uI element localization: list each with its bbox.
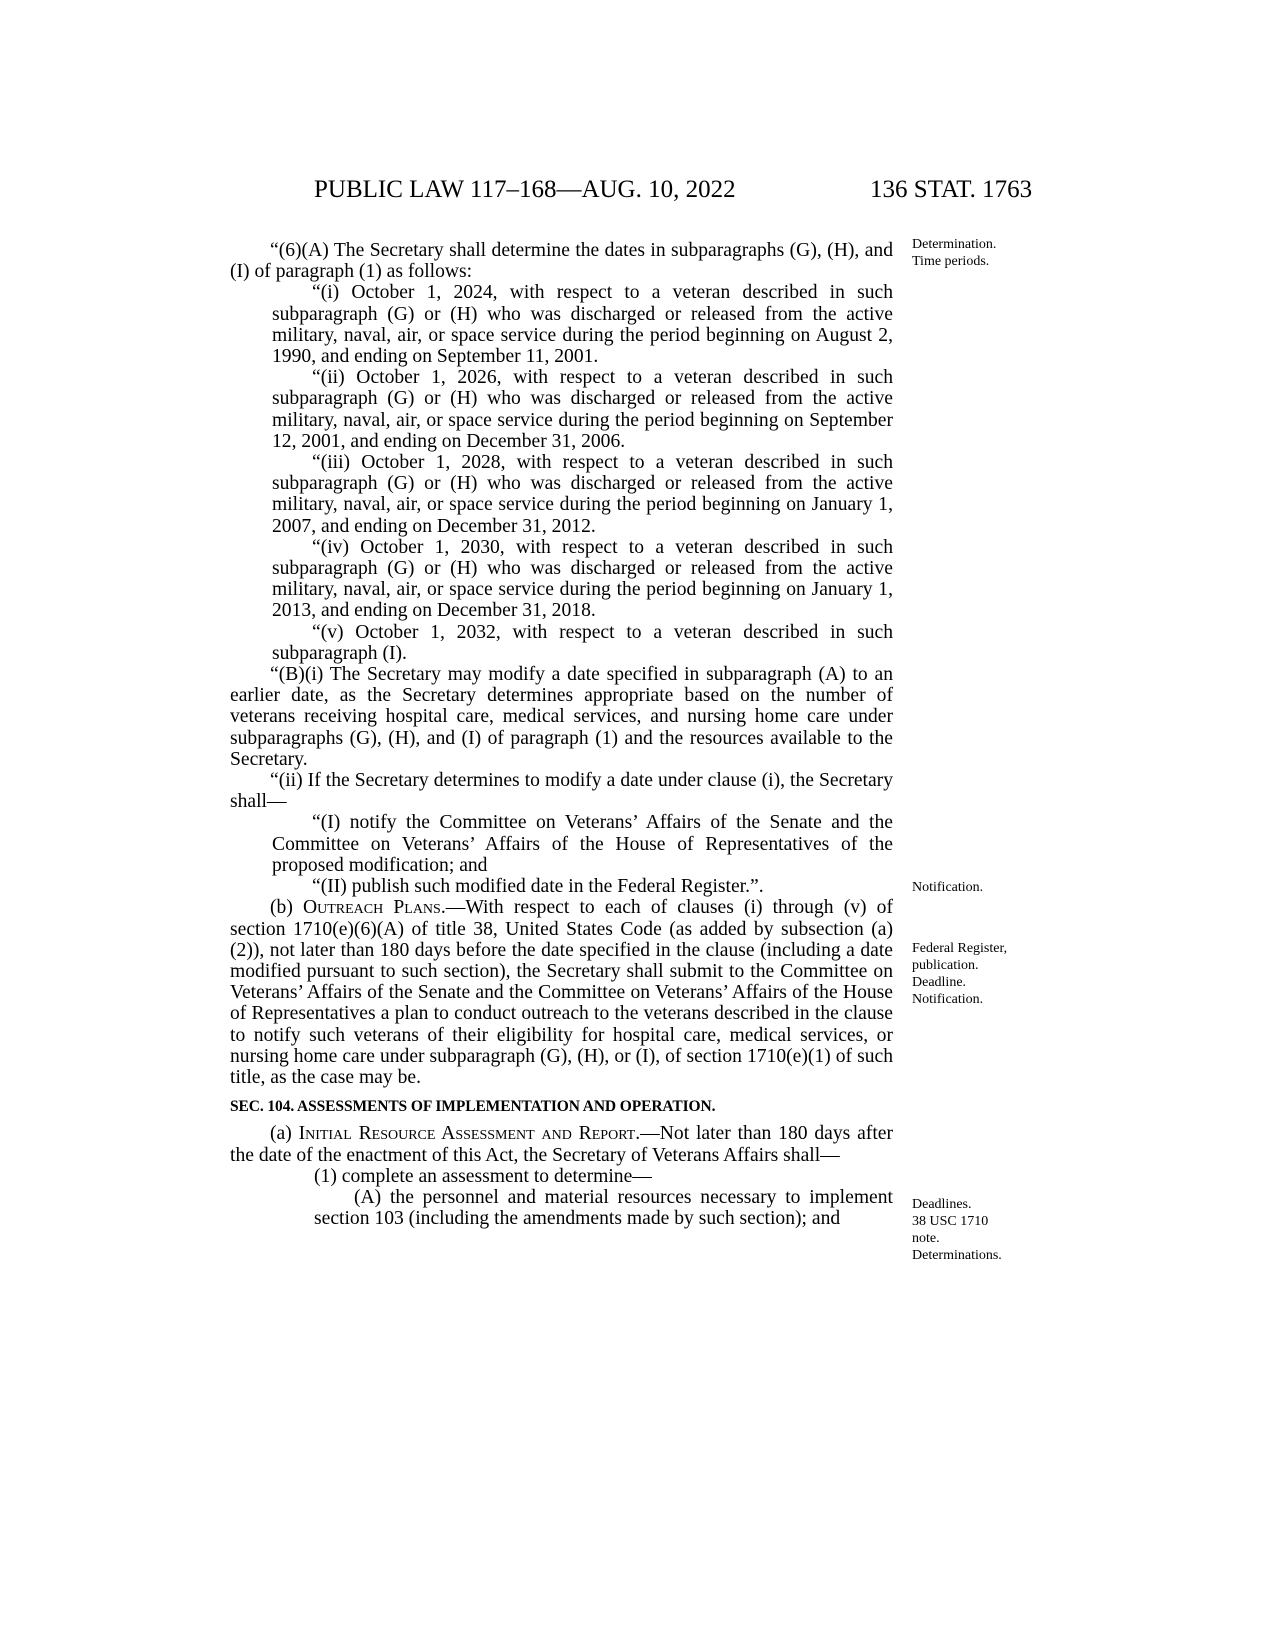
margin-note-federal-register — [912, 940, 1052, 1008]
clause-ii: “(ii) October 1, 2026, with respect to a veteran described in such subparagraph (G) or (H) who was discharged or released from the active military, naval, air, or space service during the period beginning on September 12, 2001, and ending on December 31, 2006. — [272, 367, 893, 452]
subsection-b — [230, 897, 893, 1088]
section-heading: SEC. 104. ASSESSMENTS OF IMPLEMENTATION AND OPERATION. — [230, 1098, 716, 1116]
subclause-II: “(II) publish such modified date in the Federal Register.”. — [312, 876, 764, 898]
margin-note-determination — [912, 236, 1052, 270]
clause-i: “(i) October 1, 2024, with respect to a veteran described in such subparagraph (G) or (H) who was discharged or released from the active military, naval, air, or space service during the period beginning on August 2, 1990, and ending on September 11, 2001. — [272, 282, 893, 368]
subsection-a-label: (a) — [270, 1123, 299, 1145]
para-B-ii: “(ii) If the Secretary determines to modify a date under clause (i), the Secretary shall— — [230, 770, 893, 813]
running-header-title: PUBLIC LAW 117–168—AUG. 10, 2022 — [314, 176, 736, 203]
subsection-b-heading: Outreach Plans — [302, 897, 441, 919]
margin-note-text: Deadlines. 38 USC 1710 note. Determinations. — [912, 1197, 1002, 1263]
subsection-b-label: (b) — [270, 897, 303, 919]
margin-note-text: Determination. Time periods. — [912, 237, 997, 269]
subsection-a-text: .—Not later than 180 days after the date of the enactment of this Act, the Secretary of Veterans Affairs shall— — [230, 1123, 893, 1166]
subsection-a-heading: Initial Resource Assessment and Report — [298, 1123, 636, 1145]
margin-note-deadlines — [912, 1196, 1052, 1264]
para-B-i: “(B)(i) The Secretary may modify a date specified in subparagraph (A) to an earlier date, as the Secretary determines appropriate based on the number of veterans receiving hospital care, medical services, and nursing home care under subparagraphs (G), (H), and (I) of paragraph (1) and the resources available to the Secretary. — [230, 664, 893, 770]
clause-v: “(v) October 1, 2032, with respect to a veteran described in such subparagraph (I). — [272, 621, 893, 664]
clause-iii: “(iii) October 1, 2028, with respect to a veteran described in such subparagraph (G) or (H) who was discharged or released from the active military, naval, air, or space service during the period beginning on January 1, 2007, and ending on December 31, 2012. — [272, 452, 893, 537]
subparagraph-A: (A) the personnel and material resources necessary to implement section 103 (including the amendments made by such section); and — [314, 1186, 893, 1230]
statute-page-number: 136 STAT. 1763 — [870, 176, 1033, 203]
subclause-I: “(I) notify the Committee on Veterans’ Affairs of the Senate and the Committee on Veterans’ Affairs of the House of Representatives of the proposed modification; and — [272, 812, 893, 876]
body-text — [230, 240, 893, 1229]
subsection-a — [230, 1123, 893, 1165]
subsection-b-text: .—With respect to each of clauses (i) through (v) of section 1710(e)(6)(A) of title 38, United States Code (as added by subsection (a)(2)), not later than 180 days before the date specified in the clause (including a date modified pursuant to such section), the Secretary shall submit to the Committee on Veterans’ Affairs of the Senate and the Committee on Veterans’ Affairs of the House of Representatives a plan to conduct outreach to the veterans described in the clause to notify such veterans of their eligibility for hospital care, medical services, or nursing home care under subparagraph (G), (H), or (I), of section 1710(e)(1) of such title, as the case may be. — [230, 897, 893, 1088]
margin-note-notification — [912, 879, 1052, 896]
margin-note-text: Federal Register, publication. Deadline. Notification. — [912, 941, 1008, 1007]
para-6A: “(6)(A) The Secretary shall determine the dates in subparagraphs (G), (H), and (I) of paragraph (1) as follows: — [230, 240, 893, 283]
clause-iv: “(iv) October 1, 2030, with respect to a veteran described in such subparagraph (G) or (H) who was discharged or released from the active military, naval, air, or space service during the period beginning on January 1, 2013, and ending on December 31, 2018. — [272, 536, 893, 622]
margin-note-text: Notification. — [912, 880, 984, 895]
paragraph-1: (1) complete an assessment to determine— — [314, 1165, 652, 1187]
